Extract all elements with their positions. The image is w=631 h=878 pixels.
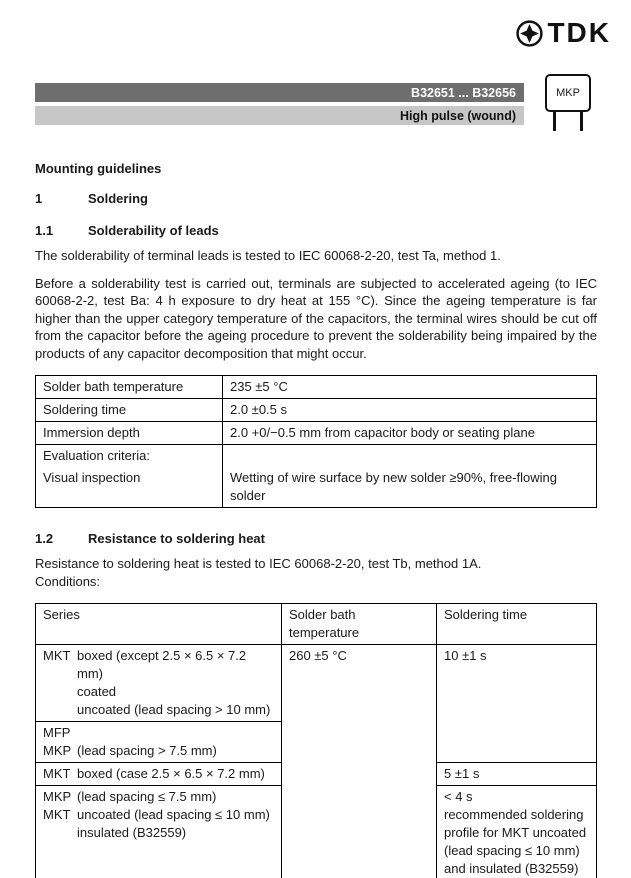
conditions-label: Conditions:: [35, 573, 101, 589]
series-label: [43, 683, 77, 701]
page-title: Mounting guidelines: [35, 161, 162, 176]
section-1-1-title: Solderability of leads: [88, 223, 219, 238]
header-block: [35, 74, 597, 131]
capacitor-lead-left: [553, 112, 556, 131]
series-label: MFP: [43, 725, 71, 740]
col-header-soldering-time: Soldering time: [437, 604, 597, 645]
solderability-ageing-paragraph: Before a solderability test is carried out, terminals are subjected to accelerated ageing (to IEC 60068-2-2, test Ba: 4 h exposure to dry heat at 155 °C). Since the ageing temperature is far higher than the upper category temperature of the capacitors, the terminal wires should be cut off from the capacitor before the ageing procedure to prevent the solderability being impaired by the products of any capacitor decomposition that might occur.: [35, 275, 597, 361]
series-desc: (lead spacing ≤ 7.5 mm): [77, 789, 217, 804]
table-row: [36, 376, 597, 399]
capacitor-body: [545, 74, 591, 112]
section-1-1-number: 1.1: [35, 223, 54, 238]
section-1-title: Soldering: [88, 191, 148, 206]
table-row: [36, 422, 597, 445]
series-desc: uncoated (lead spacing > 10 mm): [77, 702, 271, 717]
row-label: Soldering time: [36, 399, 223, 422]
capacitor-lead-right: [580, 112, 583, 131]
series-label: MKT: [43, 766, 71, 781]
series-desc: coated: [77, 684, 117, 699]
capacitor-icon: [539, 74, 597, 131]
table-row: [36, 467, 597, 508]
section-1-2-heading: [35, 531, 597, 546]
soldering-time-note: recommended soldering profile for MKT uncoated (lead spacing ≤ 10 mm) and insulated (B32559): [444, 807, 587, 876]
row-value: 235 ±5 °C: [223, 376, 597, 399]
series-desc: boxed (except 2.5 × 6.5 × 7.2 mm): [77, 648, 247, 681]
capacitor-leads: [553, 112, 583, 131]
soldering-time-cell: 5 ±1 s: [437, 763, 597, 786]
part-range: B32651 ... B32656: [411, 85, 516, 100]
section-1-number: 1: [35, 191, 43, 206]
series-desc: insulated (B32559): [77, 825, 187, 840]
series-label: [43, 824, 77, 842]
table-row: [36, 645, 597, 722]
tdk-emblem-icon: [516, 20, 543, 47]
row-label: Visual inspection: [36, 467, 223, 508]
solderability-intro-paragraph: The solderability of terminal leads is tested to IEC 60068-2-20, test Ta, method 1.: [35, 248, 501, 263]
subtitle: High pulse (wound): [400, 108, 516, 123]
series-label: [43, 701, 77, 719]
series-desc: boxed (case 2.5 × 6.5 × 7.2 mm): [77, 766, 265, 781]
row-value: [223, 445, 597, 468]
conditions-table: [35, 603, 597, 878]
series-cell: [36, 786, 282, 878]
solder-bath-temperature-cell: 260 ±5 °C: [282, 645, 437, 878]
col-header-solder-bath-temperature: Solder bath temperature: [282, 604, 437, 645]
series-cell: [36, 645, 282, 722]
resistance-intro-paragraph: Resistance to soldering heat is tested to IEC 60068-2-20, test Tb, method 1A.: [35, 556, 482, 571]
series-desc: uncoated (lead spacing ≤ 10 mm): [77, 807, 270, 822]
col-header-series: Series: [36, 604, 282, 645]
row-value: Wetting of wire surface by new solder ≥90%, free-flowing solder: [223, 467, 597, 508]
table-row: [36, 399, 597, 422]
logo-row: [35, 16, 611, 50]
section-1-1-heading: [35, 223, 597, 238]
row-value: 2.0 +0/−0.5 mm from capacitor body or seating plane: [223, 422, 597, 445]
table-header-row: [36, 604, 597, 645]
package-label: MKP: [556, 87, 580, 99]
soldering-time-cell: 10 ±1 s: [437, 645, 597, 763]
soldering-time-value: < 4 s: [444, 789, 473, 804]
subtitle-bar: [35, 106, 524, 125]
row-label: Immersion depth: [36, 422, 223, 445]
tdk-logo: [516, 19, 611, 47]
series-label: MKP: [43, 743, 72, 758]
row-label: Solder bath temperature: [36, 376, 223, 399]
solderability-table: [35, 375, 597, 508]
row-value: 2.0 ±0.5 s: [223, 399, 597, 422]
series-label: MKP: [43, 789, 72, 804]
section-1-2-number: 1.2: [35, 531, 54, 546]
section-1-heading: [35, 191, 597, 206]
soldering-time-cell: [437, 786, 597, 878]
part-range-bar: [35, 83, 524, 102]
series-label: MKT: [43, 807, 71, 822]
series-cell: [36, 763, 282, 786]
series-desc: [77, 724, 274, 742]
series-label: MKT: [43, 648, 71, 663]
series-desc: (lead spacing > 7.5 mm): [77, 743, 217, 758]
series-cell: [36, 722, 282, 763]
title-bars: [35, 74, 524, 125]
table-row: [36, 445, 597, 468]
row-label: Evaluation criteria:: [36, 445, 223, 468]
logo-text: TDK: [547, 17, 611, 48]
section-1-2-title: Resistance to soldering heat: [88, 531, 265, 546]
